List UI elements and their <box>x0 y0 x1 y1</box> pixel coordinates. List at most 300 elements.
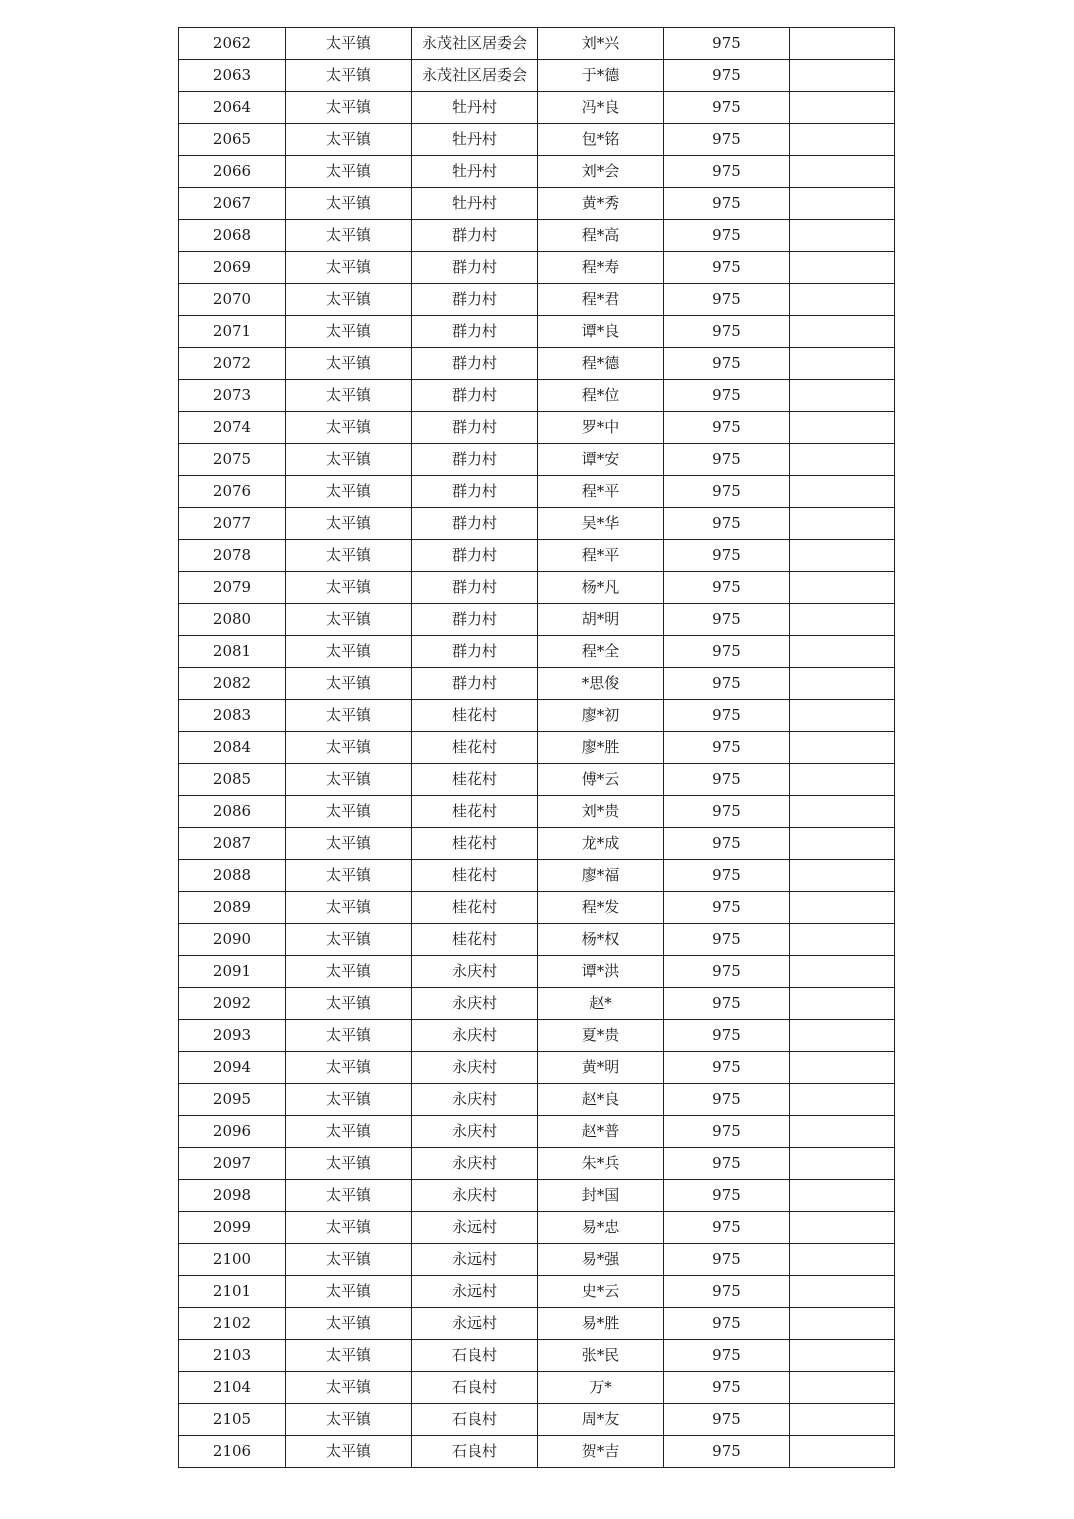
amount-cell: 975 <box>664 220 790 252</box>
amount-cell: 975 <box>664 60 790 92</box>
table-row <box>179 796 895 828</box>
amount-cell: 975 <box>664 1436 790 1468</box>
town-cell: 太平镇 <box>286 156 412 188</box>
note-cell <box>790 1372 895 1404</box>
town-cell: 太平镇 <box>286 540 412 572</box>
amount-cell: 975 <box>664 28 790 60</box>
row-number-cell: 2099 <box>179 1212 286 1244</box>
row-number-cell: 2101 <box>179 1276 286 1308</box>
village-cell: 永庆村 <box>412 956 538 988</box>
table-row <box>179 1212 895 1244</box>
row-number-cell: 2090 <box>179 924 286 956</box>
note-cell <box>790 444 895 476</box>
row-number-cell: 2103 <box>179 1340 286 1372</box>
table-row <box>179 1308 895 1340</box>
amount-cell: 975 <box>664 1276 790 1308</box>
amount-cell: 975 <box>664 700 790 732</box>
amount-cell: 975 <box>664 124 790 156</box>
town-cell: 太平镇 <box>286 1372 412 1404</box>
name-cell: 廖*福 <box>538 860 664 892</box>
note-cell <box>790 476 895 508</box>
amount-cell: 975 <box>664 732 790 764</box>
town-cell: 太平镇 <box>286 1020 412 1052</box>
amount-cell: 975 <box>664 316 790 348</box>
village-cell: 群力村 <box>412 348 538 380</box>
amount-cell: 975 <box>664 860 790 892</box>
row-number-cell: 2070 <box>179 284 286 316</box>
town-cell: 太平镇 <box>286 796 412 828</box>
name-cell: 程*德 <box>538 348 664 380</box>
town-cell: 太平镇 <box>286 124 412 156</box>
row-number-cell: 2085 <box>179 764 286 796</box>
town-cell: 太平镇 <box>286 1404 412 1436</box>
table-row <box>179 284 895 316</box>
town-cell: 太平镇 <box>286 188 412 220</box>
village-cell: 桂花村 <box>412 764 538 796</box>
row-number-cell: 2086 <box>179 796 286 828</box>
note-cell <box>790 60 895 92</box>
village-cell: 石良村 <box>412 1436 538 1468</box>
town-cell: 太平镇 <box>286 732 412 764</box>
name-cell: 易*胜 <box>538 1308 664 1340</box>
town-cell: 太平镇 <box>286 252 412 284</box>
town-cell: 太平镇 <box>286 1148 412 1180</box>
row-number-cell: 2069 <box>179 252 286 284</box>
row-number-cell: 2104 <box>179 1372 286 1404</box>
amount-cell: 975 <box>664 796 790 828</box>
name-cell: 于*德 <box>538 60 664 92</box>
amount-cell: 975 <box>664 572 790 604</box>
amount-cell: 975 <box>664 1372 790 1404</box>
village-cell: 群力村 <box>412 508 538 540</box>
village-cell: 群力村 <box>412 220 538 252</box>
table-row <box>179 1116 895 1148</box>
town-cell: 太平镇 <box>286 1308 412 1340</box>
name-cell: 谭*良 <box>538 316 664 348</box>
table-row <box>179 860 895 892</box>
note-cell <box>790 732 895 764</box>
note-cell <box>790 28 895 60</box>
amount-cell: 975 <box>664 956 790 988</box>
amount-cell: 975 <box>664 284 790 316</box>
row-number-cell: 2076 <box>179 476 286 508</box>
town-cell: 太平镇 <box>286 988 412 1020</box>
amount-cell: 975 <box>664 668 790 700</box>
amount-cell: 975 <box>664 1340 790 1372</box>
name-cell: 谭*安 <box>538 444 664 476</box>
town-cell: 太平镇 <box>286 764 412 796</box>
name-cell: 程*君 <box>538 284 664 316</box>
town-cell: 太平镇 <box>286 604 412 636</box>
row-number-cell: 2091 <box>179 956 286 988</box>
name-cell: 朱*兵 <box>538 1148 664 1180</box>
amount-cell: 975 <box>664 540 790 572</box>
table-row <box>179 124 895 156</box>
table-row <box>179 1436 895 1468</box>
table-row <box>179 28 895 60</box>
town-cell: 太平镇 <box>286 476 412 508</box>
name-cell: 程*发 <box>538 892 664 924</box>
town-cell: 太平镇 <box>286 28 412 60</box>
name-cell: 龙*成 <box>538 828 664 860</box>
town-cell: 太平镇 <box>286 924 412 956</box>
amount-cell: 975 <box>664 1116 790 1148</box>
name-cell: 程*全 <box>538 636 664 668</box>
table-row <box>179 316 895 348</box>
note-cell <box>790 1436 895 1468</box>
name-cell: 刘*会 <box>538 156 664 188</box>
town-cell: 太平镇 <box>286 284 412 316</box>
town-cell: 太平镇 <box>286 636 412 668</box>
note-cell <box>790 1084 895 1116</box>
amount-cell: 975 <box>664 636 790 668</box>
table-row <box>179 188 895 220</box>
note-cell <box>790 284 895 316</box>
amount-cell: 975 <box>664 1020 790 1052</box>
row-number-cell: 2106 <box>179 1436 286 1468</box>
amount-cell: 975 <box>664 988 790 1020</box>
town-cell: 太平镇 <box>286 1084 412 1116</box>
name-cell: 黄*秀 <box>538 188 664 220</box>
table-row <box>179 348 895 380</box>
note-cell <box>790 572 895 604</box>
note-cell <box>790 316 895 348</box>
table-row <box>179 1404 895 1436</box>
village-cell: 群力村 <box>412 444 538 476</box>
name-cell: 冯*良 <box>538 92 664 124</box>
town-cell: 太平镇 <box>286 1340 412 1372</box>
note-cell <box>790 1052 895 1084</box>
village-cell: 群力村 <box>412 540 538 572</box>
village-cell: 石良村 <box>412 1404 538 1436</box>
table-row <box>179 988 895 1020</box>
village-cell: 石良村 <box>412 1372 538 1404</box>
note-cell <box>790 1180 895 1212</box>
village-cell: 桂花村 <box>412 796 538 828</box>
name-cell: 谭*洪 <box>538 956 664 988</box>
table-row <box>179 1180 895 1212</box>
village-cell: 桂花村 <box>412 828 538 860</box>
note-cell <box>790 860 895 892</box>
village-cell: 群力村 <box>412 572 538 604</box>
row-number-cell: 2081 <box>179 636 286 668</box>
row-number-cell: 2096 <box>179 1116 286 1148</box>
row-number-cell: 2083 <box>179 700 286 732</box>
table-row <box>179 892 895 924</box>
village-cell: 永庆村 <box>412 1052 538 1084</box>
village-cell: 群力村 <box>412 604 538 636</box>
village-cell: 群力村 <box>412 380 538 412</box>
town-cell: 太平镇 <box>286 444 412 476</box>
town-cell: 太平镇 <box>286 892 412 924</box>
table-row <box>179 572 895 604</box>
note-cell <box>790 220 895 252</box>
row-number-cell: 2071 <box>179 316 286 348</box>
amount-cell: 975 <box>664 1084 790 1116</box>
name-cell: 封*国 <box>538 1180 664 1212</box>
village-cell: 永庆村 <box>412 1148 538 1180</box>
table-row <box>179 636 895 668</box>
village-cell: 牡丹村 <box>412 156 538 188</box>
row-number-cell: 2098 <box>179 1180 286 1212</box>
table-row <box>179 828 895 860</box>
village-cell: 永庆村 <box>412 1180 538 1212</box>
row-number-cell: 2065 <box>179 124 286 156</box>
row-number-cell: 2073 <box>179 380 286 412</box>
note-cell <box>790 1276 895 1308</box>
table-row <box>179 700 895 732</box>
row-number-cell: 2094 <box>179 1052 286 1084</box>
row-number-cell: 2077 <box>179 508 286 540</box>
row-number-cell: 2079 <box>179 572 286 604</box>
name-cell: 程*高 <box>538 220 664 252</box>
row-number-cell: 2105 <box>179 1404 286 1436</box>
row-number-cell: 2095 <box>179 1084 286 1116</box>
name-cell: 杨*凡 <box>538 572 664 604</box>
table-row <box>179 732 895 764</box>
amount-cell: 975 <box>664 1244 790 1276</box>
note-cell <box>790 1116 895 1148</box>
note-cell <box>790 252 895 284</box>
village-cell: 桂花村 <box>412 860 538 892</box>
village-cell: 群力村 <box>412 668 538 700</box>
note-cell <box>790 124 895 156</box>
village-cell: 永庆村 <box>412 1020 538 1052</box>
amount-cell: 975 <box>664 1212 790 1244</box>
name-cell: *思俊 <box>538 668 664 700</box>
row-number-cell: 2062 <box>179 28 286 60</box>
note-cell <box>790 924 895 956</box>
note-cell <box>790 988 895 1020</box>
name-cell: 易*忠 <box>538 1212 664 1244</box>
name-cell: 刘*贵 <box>538 796 664 828</box>
row-number-cell: 2089 <box>179 892 286 924</box>
table-row <box>179 220 895 252</box>
note-cell <box>790 828 895 860</box>
amount-cell: 975 <box>664 92 790 124</box>
note-cell <box>790 700 895 732</box>
table-row <box>179 380 895 412</box>
row-number-cell: 2082 <box>179 668 286 700</box>
row-number-cell: 2084 <box>179 732 286 764</box>
village-cell: 永远村 <box>412 1308 538 1340</box>
table-row <box>179 156 895 188</box>
village-cell: 永庆村 <box>412 1084 538 1116</box>
town-cell: 太平镇 <box>286 956 412 988</box>
village-cell: 牡丹村 <box>412 92 538 124</box>
village-cell: 桂花村 <box>412 924 538 956</box>
village-cell: 群力村 <box>412 476 538 508</box>
name-cell: 程*平 <box>538 476 664 508</box>
town-cell: 太平镇 <box>286 380 412 412</box>
name-cell: 万* <box>538 1372 664 1404</box>
name-cell: 程*寿 <box>538 252 664 284</box>
name-cell: 易*强 <box>538 1244 664 1276</box>
note-cell <box>790 1244 895 1276</box>
note-cell <box>790 412 895 444</box>
table-row <box>179 1052 895 1084</box>
name-cell: 廖*初 <box>538 700 664 732</box>
note-cell <box>790 764 895 796</box>
name-cell: 包*铭 <box>538 124 664 156</box>
row-number-cell: 2066 <box>179 156 286 188</box>
roster-table <box>178 27 895 1468</box>
town-cell: 太平镇 <box>286 508 412 540</box>
name-cell: 周*友 <box>538 1404 664 1436</box>
name-cell: 刘*兴 <box>538 28 664 60</box>
table-row <box>179 60 895 92</box>
name-cell: 赵*普 <box>538 1116 664 1148</box>
name-cell: 胡*明 <box>538 604 664 636</box>
name-cell: 赵*良 <box>538 1084 664 1116</box>
town-cell: 太平镇 <box>286 1116 412 1148</box>
town-cell: 太平镇 <box>286 1180 412 1212</box>
town-cell: 太平镇 <box>286 860 412 892</box>
roster-table-body <box>179 28 895 1468</box>
amount-cell: 975 <box>664 348 790 380</box>
amount-cell: 975 <box>664 252 790 284</box>
row-number-cell: 2093 <box>179 1020 286 1052</box>
note-cell <box>790 92 895 124</box>
village-cell: 牡丹村 <box>412 188 538 220</box>
amount-cell: 975 <box>664 828 790 860</box>
table-row <box>179 444 895 476</box>
table-row <box>179 412 895 444</box>
row-number-cell: 2102 <box>179 1308 286 1340</box>
row-number-cell: 2064 <box>179 92 286 124</box>
table-row <box>179 604 895 636</box>
row-number-cell: 2080 <box>179 604 286 636</box>
village-cell: 桂花村 <box>412 732 538 764</box>
amount-cell: 975 <box>664 1180 790 1212</box>
table-row <box>179 668 895 700</box>
town-cell: 太平镇 <box>286 1436 412 1468</box>
amount-cell: 975 <box>664 412 790 444</box>
table-row <box>179 1148 895 1180</box>
name-cell: 张*民 <box>538 1340 664 1372</box>
amount-cell: 975 <box>664 508 790 540</box>
amount-cell: 975 <box>664 380 790 412</box>
town-cell: 太平镇 <box>286 60 412 92</box>
village-cell: 桂花村 <box>412 700 538 732</box>
table-row <box>179 508 895 540</box>
row-number-cell: 2075 <box>179 444 286 476</box>
amount-cell: 975 <box>664 892 790 924</box>
note-cell <box>790 1212 895 1244</box>
amount-cell: 975 <box>664 1404 790 1436</box>
note-cell <box>790 956 895 988</box>
village-cell: 永茂社区居委会 <box>412 60 538 92</box>
table-row <box>179 1020 895 1052</box>
note-cell <box>790 188 895 220</box>
name-cell: 罗*中 <box>538 412 664 444</box>
name-cell: 吴*华 <box>538 508 664 540</box>
note-cell <box>790 156 895 188</box>
table-row <box>179 476 895 508</box>
amount-cell: 975 <box>664 188 790 220</box>
row-number-cell: 2067 <box>179 188 286 220</box>
town-cell: 太平镇 <box>286 412 412 444</box>
row-number-cell: 2100 <box>179 1244 286 1276</box>
amount-cell: 975 <box>664 764 790 796</box>
village-cell: 群力村 <box>412 636 538 668</box>
town-cell: 太平镇 <box>286 572 412 604</box>
note-cell <box>790 668 895 700</box>
village-cell: 石良村 <box>412 1340 538 1372</box>
note-cell <box>790 1308 895 1340</box>
name-cell: 夏*贵 <box>538 1020 664 1052</box>
table-row <box>179 924 895 956</box>
name-cell: 杨*权 <box>538 924 664 956</box>
amount-cell: 975 <box>664 1308 790 1340</box>
table-row <box>179 956 895 988</box>
row-number-cell: 2087 <box>179 828 286 860</box>
town-cell: 太平镇 <box>286 348 412 380</box>
note-cell <box>790 1404 895 1436</box>
name-cell: 黄*明 <box>538 1052 664 1084</box>
name-cell: 程*平 <box>538 540 664 572</box>
village-cell: 群力村 <box>412 284 538 316</box>
village-cell: 桂花村 <box>412 892 538 924</box>
village-cell: 牡丹村 <box>412 124 538 156</box>
table-row <box>179 764 895 796</box>
town-cell: 太平镇 <box>286 668 412 700</box>
note-cell <box>790 636 895 668</box>
town-cell: 太平镇 <box>286 1276 412 1308</box>
name-cell: 傅*云 <box>538 764 664 796</box>
town-cell: 太平镇 <box>286 1244 412 1276</box>
note-cell <box>790 508 895 540</box>
town-cell: 太平镇 <box>286 700 412 732</box>
note-cell <box>790 1148 895 1180</box>
town-cell: 太平镇 <box>286 220 412 252</box>
row-number-cell: 2068 <box>179 220 286 252</box>
town-cell: 太平镇 <box>286 316 412 348</box>
amount-cell: 975 <box>664 604 790 636</box>
town-cell: 太平镇 <box>286 1212 412 1244</box>
town-cell: 太平镇 <box>286 828 412 860</box>
note-cell <box>790 1340 895 1372</box>
town-cell: 太平镇 <box>286 92 412 124</box>
note-cell <box>790 604 895 636</box>
amount-cell: 975 <box>664 156 790 188</box>
village-cell: 永远村 <box>412 1244 538 1276</box>
table-row <box>179 1244 895 1276</box>
table-row <box>179 1372 895 1404</box>
amount-cell: 975 <box>664 444 790 476</box>
row-number-cell: 2097 <box>179 1148 286 1180</box>
village-cell: 永庆村 <box>412 1116 538 1148</box>
table-row <box>179 1084 895 1116</box>
note-cell <box>790 348 895 380</box>
row-number-cell: 2078 <box>179 540 286 572</box>
note-cell <box>790 540 895 572</box>
name-cell: 廖*胜 <box>538 732 664 764</box>
row-number-cell: 2074 <box>179 412 286 444</box>
table-row <box>179 1276 895 1308</box>
village-cell: 永远村 <box>412 1276 538 1308</box>
table-row <box>179 252 895 284</box>
village-cell: 群力村 <box>412 316 538 348</box>
table-row <box>179 92 895 124</box>
village-cell: 群力村 <box>412 412 538 444</box>
amount-cell: 975 <box>664 924 790 956</box>
name-cell: 程*位 <box>538 380 664 412</box>
village-cell: 永茂社区居委会 <box>412 28 538 60</box>
note-cell <box>790 1020 895 1052</box>
name-cell: 史*云 <box>538 1276 664 1308</box>
village-cell: 永远村 <box>412 1212 538 1244</box>
